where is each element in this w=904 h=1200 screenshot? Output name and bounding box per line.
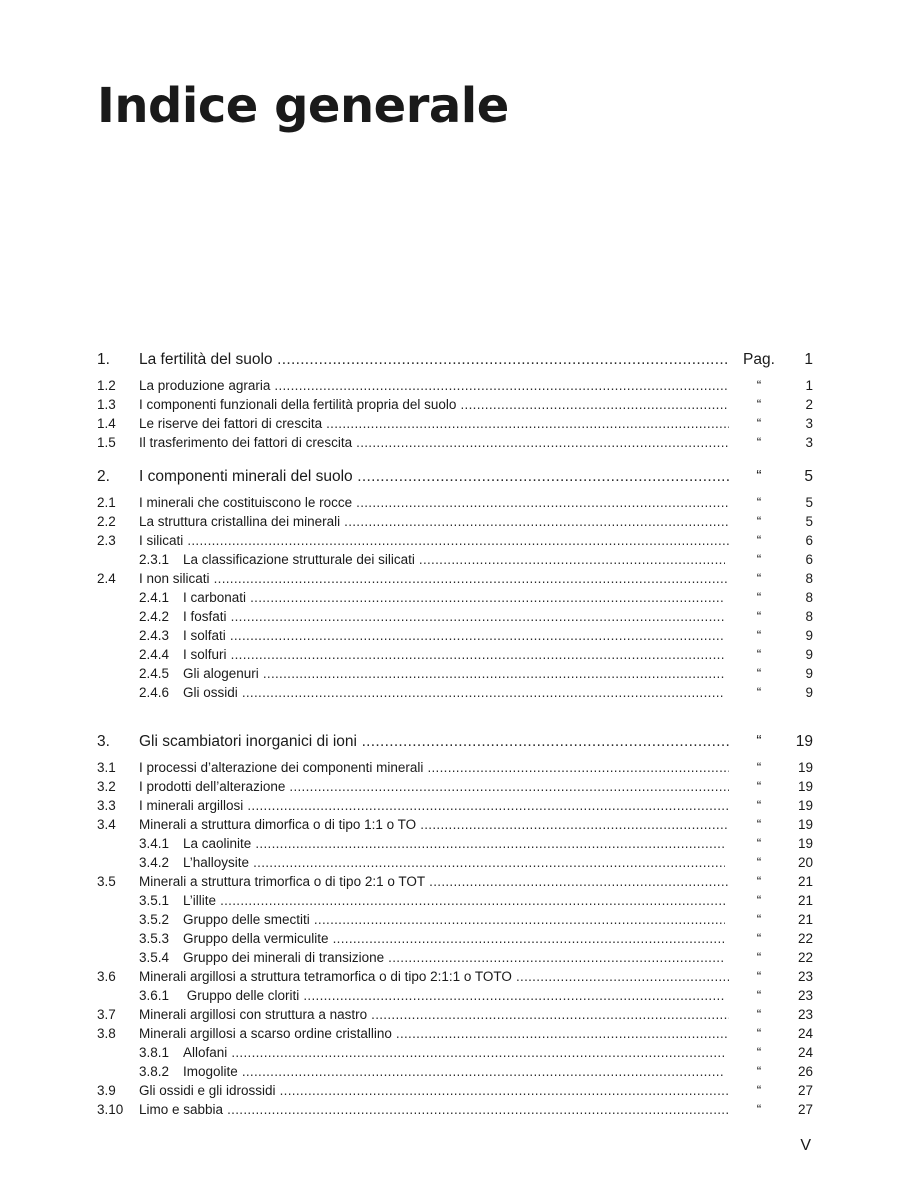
page-label: “ [756, 468, 762, 485]
section-number: 3.9 [97, 1083, 116, 1098]
section-number: 1.3 [97, 397, 116, 412]
toc-section[interactable] [97, 1005, 813, 1024]
section-page: 19 [797, 836, 813, 851]
toc-subsection[interactable] [97, 853, 813, 872]
toc-subsection[interactable] [97, 929, 813, 948]
section-page: 9 [805, 628, 813, 643]
section-title: I non silicati [139, 571, 210, 586]
chapter-number: 1. [97, 351, 110, 368]
subsection-number: 3.4.2 [139, 855, 170, 870]
section-page: 3 [805, 435, 813, 450]
section-title: Gruppo dei minerali di transizione [183, 950, 385, 965]
toc-chapter[interactable] [97, 730, 813, 754]
section-page: 19 [797, 779, 813, 794]
ditto-mark: “ [756, 836, 762, 851]
section-title: I fosfati [183, 609, 227, 624]
section-number: 1.2 [97, 378, 116, 393]
subsection-number: 2.4.3 [139, 628, 170, 643]
section-title: Le riserve dei fattori di crescita [139, 416, 323, 431]
section-number: 3.8 [97, 1026, 116, 1041]
section-title: I minerali che costituiscono le rocce [139, 495, 353, 510]
section-title: Minerali a struttura trimorfica o di tipo 2:1 o TOT [139, 874, 426, 889]
section-title: Minerali argillosi a struttura tetramorfica o di tipo 2:1:1 o TOTO [139, 969, 512, 984]
chapter-title: La fertilità del suolo [139, 351, 273, 368]
toc-section[interactable] [97, 815, 813, 834]
section-title: I minerali argillosi [139, 798, 244, 813]
section-title: I processi d’alterazione dei componenti minerali [139, 760, 424, 775]
ditto-mark: “ [756, 1102, 762, 1117]
ditto-mark: “ [756, 435, 762, 450]
section-page: 21 [797, 912, 813, 927]
toc-section[interactable] [97, 1100, 813, 1119]
section-title: Allofani [183, 1045, 228, 1060]
toc-subsection[interactable] [97, 626, 813, 645]
toc-section[interactable] [97, 493, 813, 512]
section-page: 21 [797, 874, 813, 889]
subsection-number: 2.4.2 [139, 609, 170, 624]
ditto-mark: “ [756, 1007, 762, 1022]
section-title: I carbonati [183, 590, 247, 605]
ditto-mark: “ [756, 590, 762, 605]
toc-subsection[interactable] [97, 891, 813, 910]
section-number: 1.4 [97, 416, 116, 431]
subsection-number: 3.8.2 [139, 1064, 170, 1079]
section-title: I solfati [183, 628, 226, 643]
section-title: Limo e sabbia [139, 1102, 224, 1117]
section-page: 24 [797, 1026, 813, 1041]
toc-subsection[interactable] [97, 910, 813, 929]
section-number: 1.5 [97, 435, 116, 450]
section-page: 19 [797, 798, 813, 813]
section-page: 9 [805, 685, 813, 700]
section-page: 3 [805, 416, 813, 431]
ditto-mark: “ [756, 893, 762, 908]
section-number: 3.4 [97, 817, 116, 832]
section-page: 6 [805, 533, 813, 548]
section-title: Il trasferimento dei fattori di crescita [139, 435, 353, 450]
section-page: 6 [805, 552, 813, 567]
toc-subsection[interactable] [97, 834, 813, 853]
section-title: Gruppo della vermiculite [183, 931, 329, 946]
section-page: 9 [805, 666, 813, 681]
section-number: 2.4 [97, 571, 116, 586]
toc-section[interactable] [97, 967, 813, 986]
section-number: 3.3 [97, 798, 116, 813]
ditto-mark: “ [756, 1045, 762, 1060]
ditto-mark: “ [756, 378, 762, 393]
section-title: Imogolite [183, 1064, 238, 1079]
ditto-mark: “ [756, 817, 762, 832]
ditto-mark: “ [756, 931, 762, 946]
section-title: Minerali argillosi con struttura a nastro [139, 1007, 368, 1022]
chapter-page: 19 [795, 733, 813, 750]
section-number: 3.5 [97, 874, 116, 889]
section-page: 1 [805, 378, 813, 393]
section-title: L’halloysite [183, 855, 250, 870]
toc-section[interactable] [97, 433, 813, 452]
section-page: 27 [797, 1083, 813, 1098]
chapter-number: 3. [97, 733, 110, 750]
section-number: 2.2 [97, 514, 116, 529]
section-title: Gli ossidi [183, 685, 238, 700]
section-title: I prodotti dell’alterazione [139, 779, 286, 794]
toc-subsection[interactable] [97, 1062, 813, 1081]
toc-subsection[interactable] [97, 588, 813, 607]
subsection-number: 2.4.6 [139, 685, 170, 700]
toc-section[interactable] [97, 414, 813, 433]
page-number: V [800, 1137, 811, 1154]
table-of-contents [97, 348, 813, 1119]
toc-section[interactable] [97, 796, 813, 815]
section-number: 3.1 [97, 760, 116, 775]
ditto-mark: “ [756, 779, 762, 794]
toc-section[interactable] [97, 395, 813, 414]
ditto-mark: “ [756, 514, 762, 529]
section-number: 2.3 [97, 533, 116, 548]
subsection-number: 3.5.4 [139, 950, 170, 965]
section-title: Minerali argillosi a scarso ordine cristallino [139, 1026, 392, 1041]
toc-subsection[interactable] [97, 645, 813, 664]
section-page: 9 [805, 647, 813, 662]
section-page: 26 [797, 1064, 813, 1079]
toc-section[interactable] [97, 531, 813, 550]
section-page: 22 [797, 931, 813, 946]
chapter-page: 1 [804, 351, 813, 368]
ditto-mark: “ [756, 1064, 762, 1079]
section-page: 27 [797, 1102, 813, 1117]
subsection-number: 3.5.2 [139, 912, 170, 927]
toc-section[interactable] [97, 758, 813, 777]
chapter-number: 2. [97, 468, 110, 485]
section-page: 8 [805, 571, 813, 586]
section-number: 3.2 [97, 779, 116, 794]
ditto-mark: “ [756, 609, 762, 624]
section-page: 20 [797, 855, 813, 870]
ditto-mark: “ [756, 416, 762, 431]
toc-subsection[interactable] [97, 607, 813, 626]
section-page: 19 [797, 817, 813, 832]
ditto-mark: “ [756, 969, 762, 984]
toc-subsection[interactable] [97, 664, 813, 683]
ditto-mark: “ [756, 874, 762, 889]
toc-subsection[interactable] [97, 550, 813, 569]
toc-section[interactable] [97, 872, 813, 891]
ditto-mark: “ [756, 855, 762, 870]
toc-section[interactable] [97, 569, 813, 588]
chapter-page: 5 [804, 468, 813, 485]
ditto-mark: “ [756, 533, 762, 548]
ditto-mark: “ [756, 495, 762, 510]
page-title: Indice generale [97, 78, 509, 134]
subsection-number: 2.4.4 [139, 647, 170, 662]
section-number: 3.6 [97, 969, 116, 984]
ditto-mark: “ [756, 628, 762, 643]
section-page: 8 [805, 590, 813, 605]
toc-subsection[interactable] [97, 948, 813, 967]
ditto-mark: “ [756, 1026, 762, 1041]
section-page: 5 [805, 514, 813, 529]
section-page: 19 [797, 760, 813, 775]
page-label: “ [756, 733, 762, 750]
section-title: L’illite [183, 893, 217, 908]
section-page: 2 [805, 397, 813, 412]
ditto-mark: “ [756, 666, 762, 681]
subsection-number: 3.6.1 [139, 988, 170, 1003]
section-title: Minerali a struttura dimorfica o di tipo 1:1 o TO [139, 817, 417, 832]
toc-section[interactable] [97, 1081, 813, 1100]
ditto-mark: “ [756, 1083, 762, 1098]
ditto-mark: “ [756, 552, 762, 567]
section-page: 24 [797, 1045, 813, 1060]
section-number: 3.10 [97, 1102, 124, 1117]
subsection-number: 3.4.1 [139, 836, 170, 851]
toc-section[interactable] [97, 1024, 813, 1043]
ditto-mark: “ [756, 988, 762, 1003]
section-page: 8 [805, 609, 813, 624]
toc-chapter[interactable] [97, 465, 813, 489]
section-title: La caolinite [183, 836, 252, 851]
ditto-mark: “ [756, 912, 762, 927]
section-title: Gli alogenuri [183, 666, 259, 681]
ditto-mark: “ [756, 685, 762, 700]
section-number: 2.1 [97, 495, 116, 510]
section-title: Gruppo delle smectiti [183, 912, 310, 927]
subsection-number: 3.5.3 [139, 931, 170, 946]
section-page: 22 [797, 950, 813, 965]
toc-subsection[interactable] [97, 683, 813, 702]
ditto-mark: “ [756, 647, 762, 662]
toc-subsection[interactable] [97, 986, 813, 1005]
ditto-mark: “ [756, 571, 762, 586]
page-label: Pag. [743, 351, 775, 368]
ditto-mark: “ [756, 760, 762, 775]
section-page: 21 [797, 893, 813, 908]
section-title: La produzione agraria [139, 378, 271, 393]
section-page: 23 [797, 1007, 813, 1022]
subsection-number: 2.4.1 [139, 590, 170, 605]
section-number: 3.7 [97, 1007, 116, 1022]
toc-chapter[interactable] [97, 348, 813, 372]
toc-section[interactable] [97, 777, 813, 796]
subsection-number: 3.5.1 [139, 893, 170, 908]
section-title: Gruppo delle cloriti [183, 988, 300, 1003]
chapter-title: I componenti minerali del suolo [139, 468, 353, 485]
section-title: I silicati [139, 533, 184, 548]
section-title: I solfuri [183, 647, 227, 662]
section-title: Gli ossidi e gli idrossidi [139, 1083, 276, 1098]
ditto-mark: “ [756, 397, 762, 412]
ditto-mark: “ [756, 950, 762, 965]
section-title: I componenti funzionali della fertilità propria del suolo [139, 397, 457, 412]
section-title: La struttura cristallina dei minerali [139, 514, 341, 529]
section-page: 23 [797, 969, 813, 984]
chapter-title: Gli scambiatori inorganici di ioni [139, 733, 357, 750]
section-page: 23 [797, 988, 813, 1003]
toc-section[interactable] [97, 512, 813, 531]
section-page: 5 [805, 495, 813, 510]
subsection-number: 3.8.1 [139, 1045, 170, 1060]
subsection-number: 2.4.5 [139, 666, 170, 681]
toc-section[interactable] [97, 376, 813, 395]
toc-subsection[interactable] [97, 1043, 813, 1062]
ditto-mark: “ [756, 798, 762, 813]
subsection-number: 2.3.1 [139, 552, 170, 567]
section-title: La classificazione strutturale dei silicati [183, 552, 415, 567]
